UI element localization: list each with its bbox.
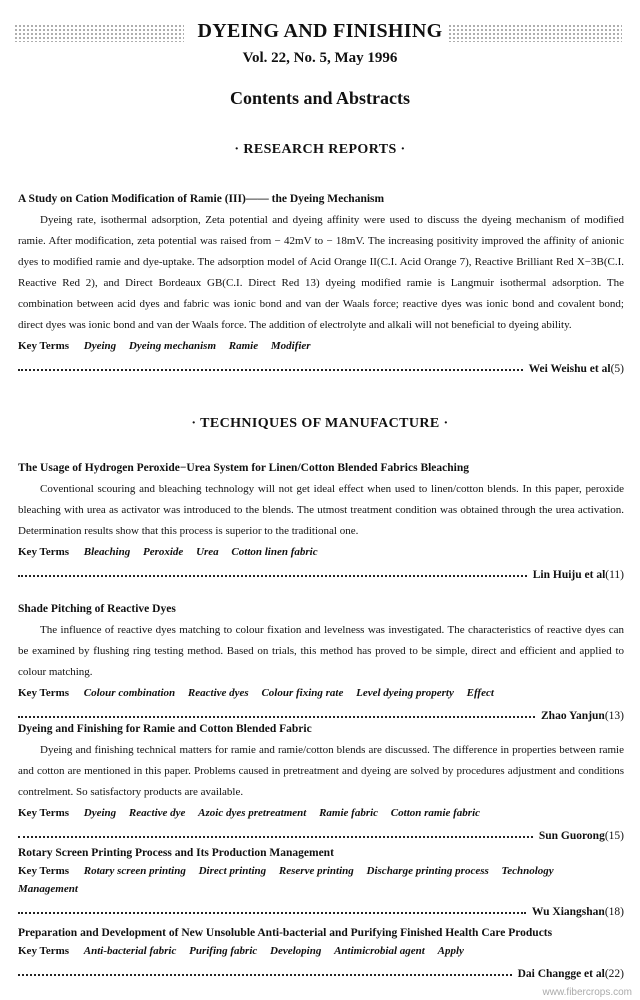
key-term: Dyeing mechanism (128, 340, 217, 352)
key-term: Antimicrobial agent (334, 945, 425, 957)
key-term: Technology Management (18, 865, 554, 895)
key-term: Reactive dye (128, 807, 186, 819)
key-term: Cotton ramie fabric (390, 807, 481, 819)
key-terms (18, 684, 624, 702)
key-term: Dyeing (83, 340, 117, 352)
key-terms (18, 942, 624, 960)
page-number: (15) (604, 830, 624, 842)
article-title: Preparation and Development of New Unsoluble Anti-bacterial and Purifying Finished Health Care Products (18, 927, 553, 939)
article-abstract: Coventional scouring and bleaching technology will not get ideal effect when used to linen/cotton blends. In this paper, peroxide bleaching with urea as activator was introduced to the blends. The utmost treatment condition was obtained through the urea activation. Determination results show that this process is superior to the traditional one. (18, 483, 624, 537)
key-terms (18, 543, 624, 561)
page-number: (18) (604, 906, 624, 918)
author: Zhao Yanjun (541, 710, 605, 722)
issue-line: Vol. 22, No. 5, May 1996 (242, 50, 398, 66)
dot-leader (18, 575, 527, 577)
article-abstract: Dyeing rate, isothermal adsorption, Zeta potential and dyeing affinity were used to discuss the dyeing mechanism of modified ramie. After modification, zeta potential was raised from − 42mV to − 18mV. The increasing positivity improved the affinity of anionic dyes to modified ramie and dye-uptake. The adsorption model of Acid Orange II(C.I. Acid Orange 7), Reactive Brilliant Red X−3B(C.I. Reactive Red 2), and Direct Bordeaux GB(C.I. Direct Red 13) dyeing modified ramie is Langmuir isothermal adsorption. The combination between acid dyes and fabric was ionic bond and van der Waals force; reactive dyes was ionic bond and covalent bond; direct dyes was ionic bond and van der Waals force. The addition of electrolyte and alkali will not beneficial to dyeing ability. (18, 214, 624, 331)
key-term: Azoic dyes pretreatment (198, 807, 307, 819)
key-term: Colour fixing rate (261, 687, 344, 699)
article-rotary-screen-printing (18, 846, 624, 918)
key-term: Ramie (228, 340, 259, 352)
page-number: (22) (604, 968, 624, 980)
key-terms (18, 337, 624, 355)
key-terms-label: Key Terms (18, 687, 70, 699)
journal-header (0, 0, 640, 118)
author: Wu Xiangshan (531, 906, 605, 918)
article-anti-bacterial-products (18, 926, 624, 980)
key-term: Cotton linen fabric (231, 546, 318, 558)
article-abstract: Dyeing and finishing technical matters for ramie and ramie/cotton blends are discussed. The difference in properties between ramie and cotton are mentioned in this paper. Problems caused in pretreatment and dyeing are solved by procedures adjustment and conditions contrelment. So satisfactory products are available. (18, 744, 624, 798)
key-term: Level dyeing property (356, 687, 454, 699)
key-term: Apply (437, 945, 464, 957)
author: Dai Changge et al (517, 968, 605, 980)
article-abstract: The influence of reactive dyes matching to colour fixation and levelness was investigated. The characteristics of reactive dyes can be examined by flushing ring testing method. Based on trials, this method has proved to be simple, direct and efficient and applied to colour matching. (18, 624, 624, 678)
dot-leader (18, 716, 535, 718)
key-term: Modifier (270, 340, 311, 352)
article-cation-modification (18, 192, 624, 375)
page-number: (11) (605, 569, 624, 581)
key-terms-label: Key Terms (18, 546, 70, 558)
article-shade-pitching (18, 602, 624, 722)
key-term: Effect (466, 687, 494, 699)
author-line (18, 824, 624, 842)
key-term: Ramie fabric (319, 807, 379, 819)
dot-leader (18, 912, 526, 914)
key-terms-label: Key Terms (18, 945, 70, 957)
author: Lin Huiju et al (532, 569, 606, 581)
key-term: Direct printing (198, 865, 267, 877)
author: Wei Weishu et al (528, 363, 611, 375)
key-terms (18, 862, 624, 898)
key-terms-label: Key Terms (18, 807, 70, 819)
key-term: Purifing fabric (189, 945, 258, 957)
key-term: Colour combination (83, 687, 176, 699)
author-line (18, 563, 624, 581)
page-title: Contents and Abstracts (229, 88, 411, 108)
key-term: Bleaching (83, 546, 131, 558)
section-heading-techniques: · TECHNIQUES OF MANUFACTURE · (191, 416, 449, 431)
page-number: (5) (610, 363, 624, 375)
key-term: Dyeing (83, 807, 117, 819)
article-title: A Study on Cation Modification of Ramie (III)—— the Dyeing Mechanism (18, 193, 385, 205)
author-line (18, 962, 624, 980)
dot-leader (18, 369, 523, 371)
article-ramie-cotton-blended (18, 722, 624, 842)
page-number: (13) (604, 710, 624, 722)
author-line (18, 900, 624, 918)
section-heading-research-reports: · RESEARCH REPORTS · (234, 142, 406, 157)
site-watermark: www.fibercrops.com (542, 987, 632, 998)
key-terms-label: Key Terms (18, 865, 70, 877)
article-title: The Usage of Hydrogen Peroxide−Urea System for Linen/Cotton Blended Fabrics Bleaching (18, 462, 469, 474)
key-term: Rotary screen printing (83, 865, 186, 877)
author: Sun Guorong (538, 830, 605, 842)
key-term: Urea (196, 546, 219, 558)
key-term: Peroxide (142, 546, 184, 558)
key-term: Developing (270, 945, 322, 957)
author-line (18, 704, 624, 722)
author-line (18, 357, 624, 375)
key-terms-label: Key Terms (18, 340, 70, 352)
journal-title: DYEING AND FINISHING (197, 20, 443, 42)
article-title: Rotary Screen Printing Process and Its Production Management (18, 847, 334, 859)
key-term: Reserve printing (278, 865, 354, 877)
key-term: Discharge printing process (366, 865, 489, 877)
key-terms (18, 804, 624, 822)
dot-leader (18, 836, 533, 838)
article-title: Shade Pitching of Reactive Dyes (18, 603, 176, 615)
key-term: Reactive dyes (187, 687, 249, 699)
dot-leader (18, 974, 512, 976)
article-hydrogen-peroxide-urea (18, 461, 624, 581)
article-title: Dyeing and Finishing for Ramie and Cotton Blended Fabric (18, 723, 312, 735)
key-term: Anti-bacterial fabric (83, 945, 177, 957)
